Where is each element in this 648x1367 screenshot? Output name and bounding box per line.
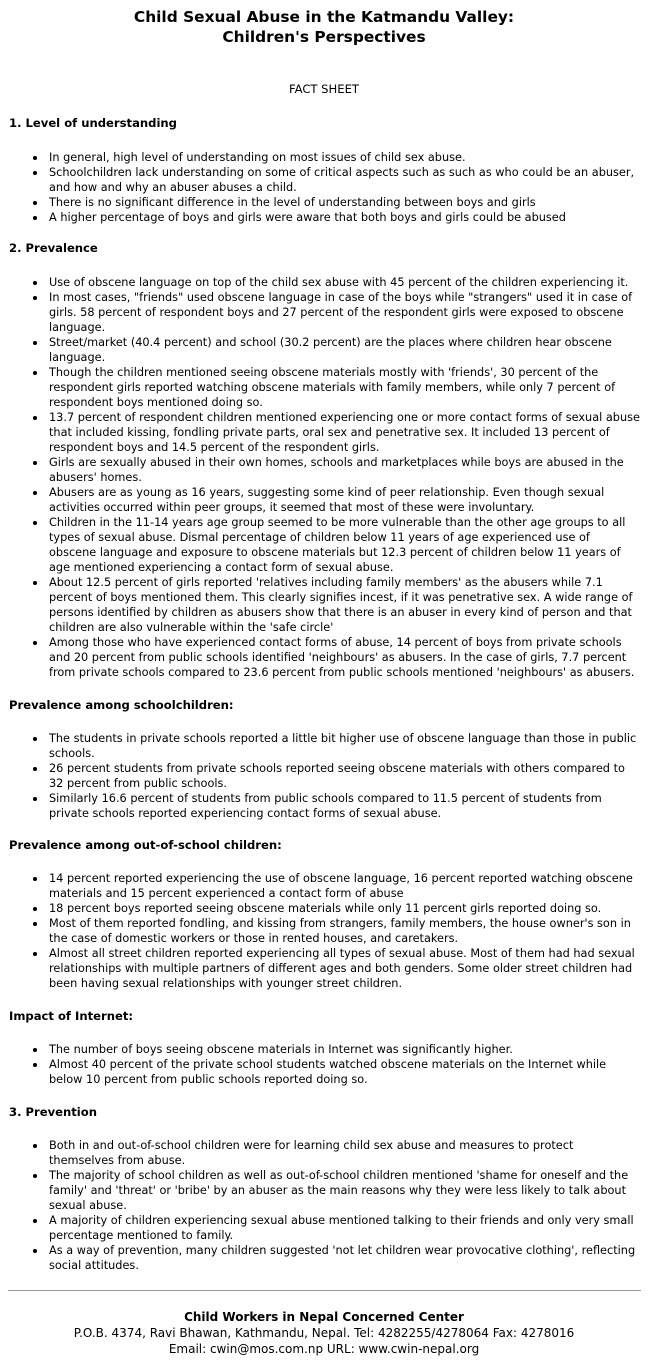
- footer-divider: [8, 1290, 641, 1291]
- footer: [0, 1309, 648, 1357]
- list-item: Among those who have experienced contact forms of abuse, 14 percent of boys from private schools and 20 percent from public schools identified 'neighbours' as abusers. In the case of girls, 7.7 percent from private schools compared to 23.6 percent from public schools mentioned 'neighbours' as abusers.: [0, 635, 648, 680]
- list-prevalence: [0, 275, 648, 680]
- list-item: Both in and out-of-school children were for learning child sex abuse and measures to protect themselves from abuse.: [0, 1138, 648, 1168]
- title-line-1: Child Sexual Abuse in the Katmandu Valley:: [133, 8, 515, 26]
- list-item: Almost 40 percent of the private school students watched obscene materials on the Internet while below 10 percent from public schools reported doing so.: [0, 1057, 648, 1087]
- list-item: Most of them reported fondling, and kissing from strangers, family members, the house owner's son in the case of domestic workers or those in rented houses, and caretakers.: [0, 916, 648, 946]
- list-internet: [0, 1042, 648, 1087]
- list-item: Street/market (40.4 percent) and school (30.2 percent) are the places where children hear obscene language.: [0, 335, 648, 365]
- list-item: Almost all street children reported experiencing all types of sexual abuse. Most of them had had sexual relationships with multiple partners of different ages and both genders. Some older street children had been having sexual relationships with younger street children.: [0, 946, 648, 991]
- list-schoolchildren: [0, 731, 648, 821]
- list-item: In general, high level of understanding on most issues of child sex abuse.: [0, 150, 648, 165]
- list-item: Girls are sexually abused in their own homes, schools and marketplaces while boys are abused in the abusers' homes.: [0, 455, 648, 485]
- list-item: A higher percentage of boys and girls were aware that both boys and girls could be abused: [0, 210, 648, 225]
- list-item: About 12.5 percent of girls reported 'relatives including family members' as the abusers while 7.1 percent of boys mentioned them. This clearly signifies incest, if it was penetrative sex. A wide range of persons identified by children as abusers show that there is an abuser in every kind of person and that children are also vulnerable within the 'safe circle': [0, 575, 648, 635]
- footer-org-name: Child Workers in Nepal Concerned Center: [184, 1310, 464, 1324]
- list-item: 14 percent reported experiencing the use of obscene language, 16 percent reported watching obscene materials and 15 percent experienced a contact form of abuse: [0, 871, 648, 901]
- list-understanding: [0, 150, 648, 225]
- list-item: In most cases, "friends" used obscene language in case of the boys while "strangers" used it in case of girls. 58 percent of respondent boys and 27 percent of the respondent girls were exposed to obscene language.: [0, 290, 648, 335]
- section-heading-prevention: 3. Prevention: [9, 1105, 97, 1119]
- list-item: The number of boys seeing obscene materials in Internet was significantly higher.: [0, 1042, 648, 1057]
- section-heading-schoolchildren: Prevalence among schoolchildren:: [9, 698, 234, 712]
- list-out-of-school: [0, 871, 648, 991]
- section-heading-understanding: 1. Level of understanding: [9, 116, 177, 130]
- list-item: 26 percent students from private schools reported seeing obscene materials with others compared to 32 percent from public schools.: [0, 761, 648, 791]
- list-item: Children in the 11-14 years age group seemed to be more vulnerable than the other age groups to all types of sexual abuse. Dismal percentage of children below 11 years of age experienced use of obscene language and exposure to obscene materials but 12.3 percent of children below 11 years of age mentioned experiencing a contact form of sexual abuse.: [0, 515, 648, 575]
- section-heading-out-of-school: Prevalence among out-of-school children:: [9, 838, 282, 852]
- section-heading-prevalence: 2. Prevalence: [9, 241, 98, 255]
- list-item: As a way of prevention, many children suggested 'not let children wear provocative clothing', reflecting social attitudes.: [0, 1243, 648, 1273]
- section-heading-internet: Impact of Internet:: [9, 1009, 133, 1023]
- list-item: There is no significant difference in the level of understanding between boys and girls: [0, 195, 648, 210]
- list-item: A majority of children experiencing sexual abuse mentioned talking to their friends and only very small percentage mentioned to family.: [0, 1213, 648, 1243]
- list-prevention: [0, 1138, 648, 1273]
- list-item: Use of obscene language on top of the child sex abuse with 45 percent of the children experiencing it.: [0, 275, 648, 290]
- list-item: The majority of school children as well as out-of-school children mentioned 'shame for oneself and the family' and 'threat' or 'bribe' by an abuser as the main reasons why they were less likely to talk about sexual abuse.: [0, 1168, 648, 1213]
- list-item: The students in private schools reported a little bit higher use of obscene language than those in public schools.: [0, 731, 648, 761]
- list-item: Though the children mentioned seeing obscene materials mostly with 'friends', 30 percent of the respondent girls reported watching obscene materials with family members, while only 7 percent of respondent boys mentioned doing so.: [0, 365, 648, 410]
- page-subtitle: FACT SHEET: [288, 82, 359, 96]
- footer-contact: Email: cwin@mos.com.np URL: www.cwin-nepal.org: [168, 1342, 480, 1356]
- list-item: Abusers are as young as 16 years, suggesting some kind of peer relationship. Even though sexual activities occurred within peer groups, it seemed that most of these were involuntary.: [0, 485, 648, 515]
- list-item: Schoolchildren lack understanding on some of critical aspects such as such as who could be an abuser, and how and why an abuser abuses a child.: [0, 165, 648, 195]
- list-item: 13.7 percent of respondent children mentioned experiencing one or more contact forms of sexual abuse that included kissing, fondling private parts, oral sex and penetrative sex. It included 13 percent of respondent boys and 14.5 percent of the respondent girls.: [0, 410, 648, 455]
- list-item: Similarly 16.6 percent of students from public schools compared to 11.5 percent of students from private schools reported experiencing contact forms of sexual abuse.: [0, 791, 648, 821]
- page-title: [0, 8, 648, 48]
- footer-address: P.O.B. 4374, Ravi Bhawan, Kathmandu, Nepal. Tel: 4282255/4278064 Fax: 4278016: [73, 1326, 575, 1340]
- list-item: 18 percent boys reported seeing obscene materials while only 11 percent girls reported doing so.: [0, 901, 648, 916]
- title-line-2: Children's Perspectives: [222, 28, 426, 46]
